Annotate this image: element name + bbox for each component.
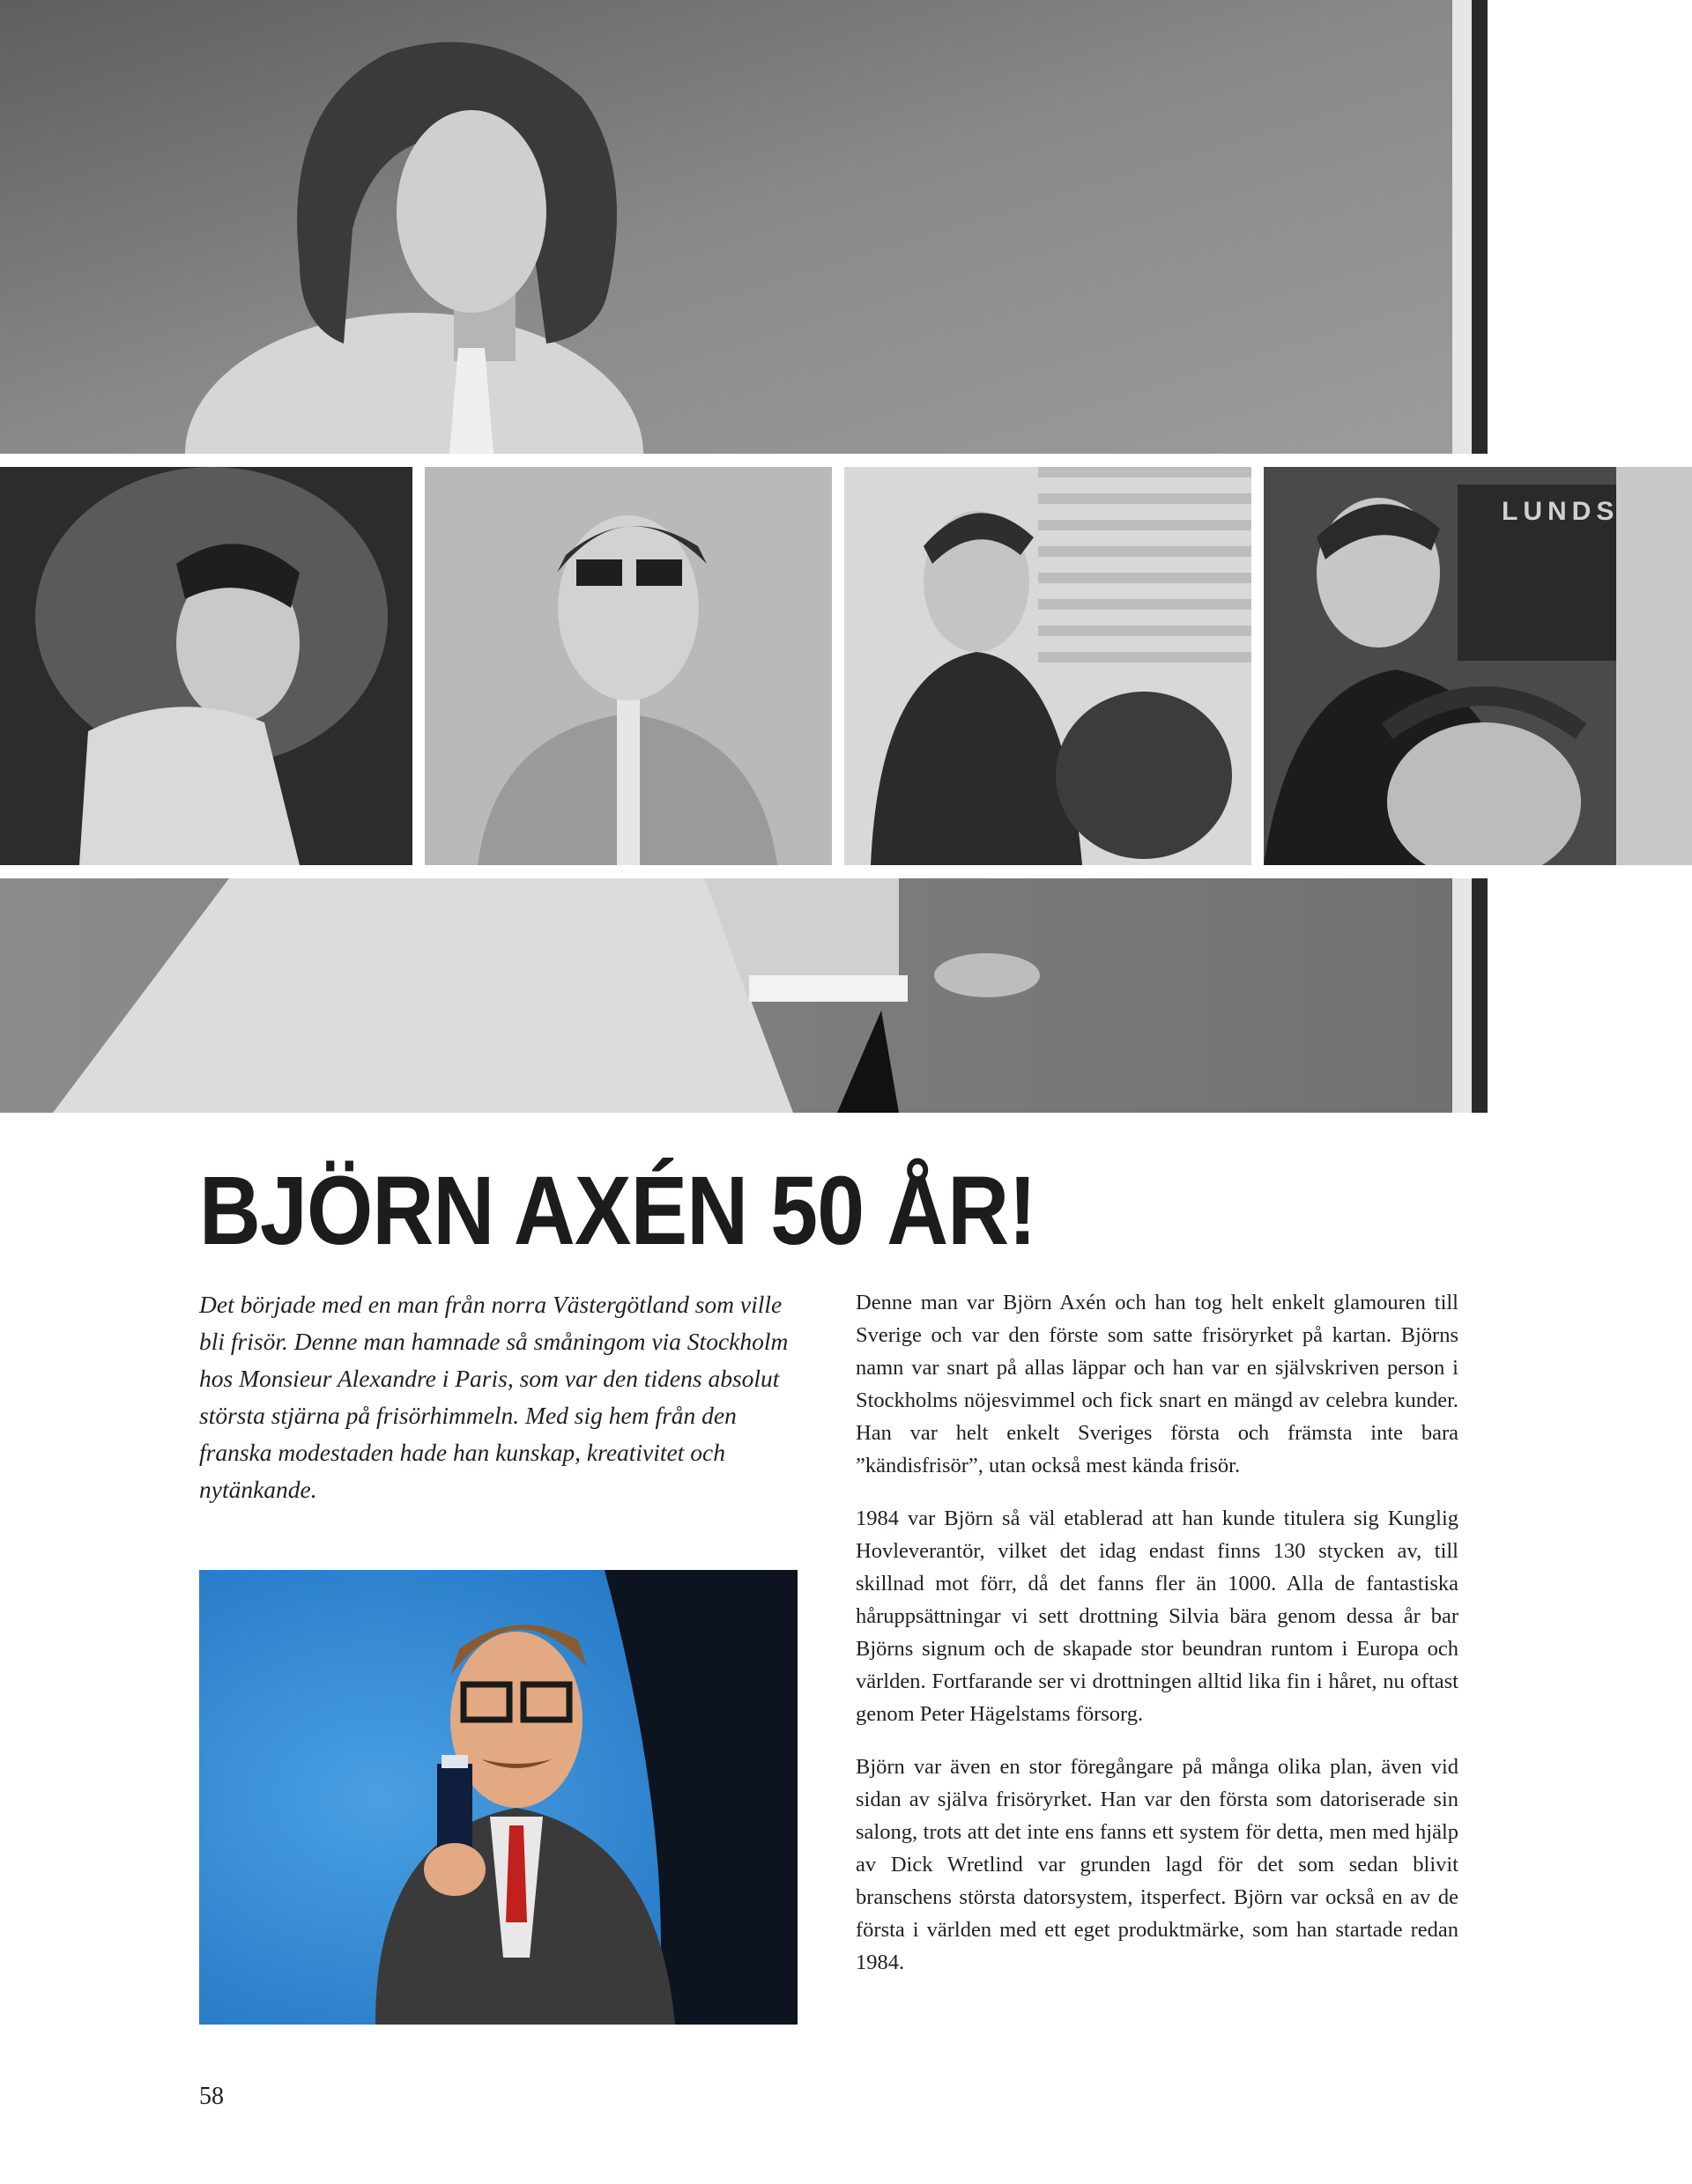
photo-hairdresser-with-mannequin bbox=[844, 467, 1251, 865]
article-intro: Det började med en man från norra Västergötland som ville bli frisör. Denne man hamnade så småningom via Stockholm hos Monsieur Alexandre i Paris, som var den tidens absolut största stjärna på frisörhimmeln. Med sig hem från den franska modestaden hade han kunskap, kreativitet och nytänkande. bbox=[199, 1291, 789, 1503]
storefront-sign: LUNDS bbox=[1502, 497, 1620, 526]
article-headline: BJÖRN AXÉN 50 ÅR! bbox=[199, 1157, 1036, 1265]
hero-photo-top bbox=[0, 0, 1488, 454]
article-paragraph: Björn var även en stor föregångare på många olika plan, även vid sidan av själva frisöryrket. Han var den första som datoriserade sin salong, trots att det inte ens fanns ett system för detta, men med hjälp av Dick Wretlind var grunden lagd för det som sedan blivit branschens största datorsystem, itsperfect. Björn var också en av de första i världen med ett eget produktmärke, som han startade redan 1984. bbox=[856, 1755, 1458, 1974]
article-paragraph: 1984 var Björn så väl etablerad att han kunde titulera sig Kunglig Hovleverantör, vilket det idag endast finns 130 stycken av, till skillnad mot förr, då det fanns fler än 1000. Alla de fantastiska håruppsättningar vi sett drottning Silvia bära genom dessa år bar Björns signum och de skapade stor beundran runtom i Europa och världen. Fortfarande ser vi drottningen alltid lika fin i håret, nu oftast genom Peter Hägelstams försorg. bbox=[856, 1507, 1458, 1726]
page-number: 58 bbox=[199, 2083, 224, 2110]
article-paragraph: Denne man var Björn Axén och han tog helt enkelt glamouren till Sverige och var den förste som satte frisöryrket på kartan. Björns namn var snart på allas läppar och han var en självskriven person i Stockholms nöjesvimmel och fick snart en mängd av celebra kunder. Han var helt enkelt Sveriges första och främsta inte bara ”kändisfrisör”, utan också mest kända frisör. bbox=[856, 1291, 1458, 1477]
photo-bjorn-axen-with-product bbox=[199, 1570, 798, 2025]
article-body bbox=[856, 1286, 1458, 1999]
hero-photo-bottom bbox=[0, 878, 1488, 1113]
photo-curly-hair-woman bbox=[0, 467, 412, 865]
photo-smiling-man-glasses bbox=[425, 467, 832, 865]
photo-stylist-braided-hair bbox=[1264, 467, 1692, 865]
